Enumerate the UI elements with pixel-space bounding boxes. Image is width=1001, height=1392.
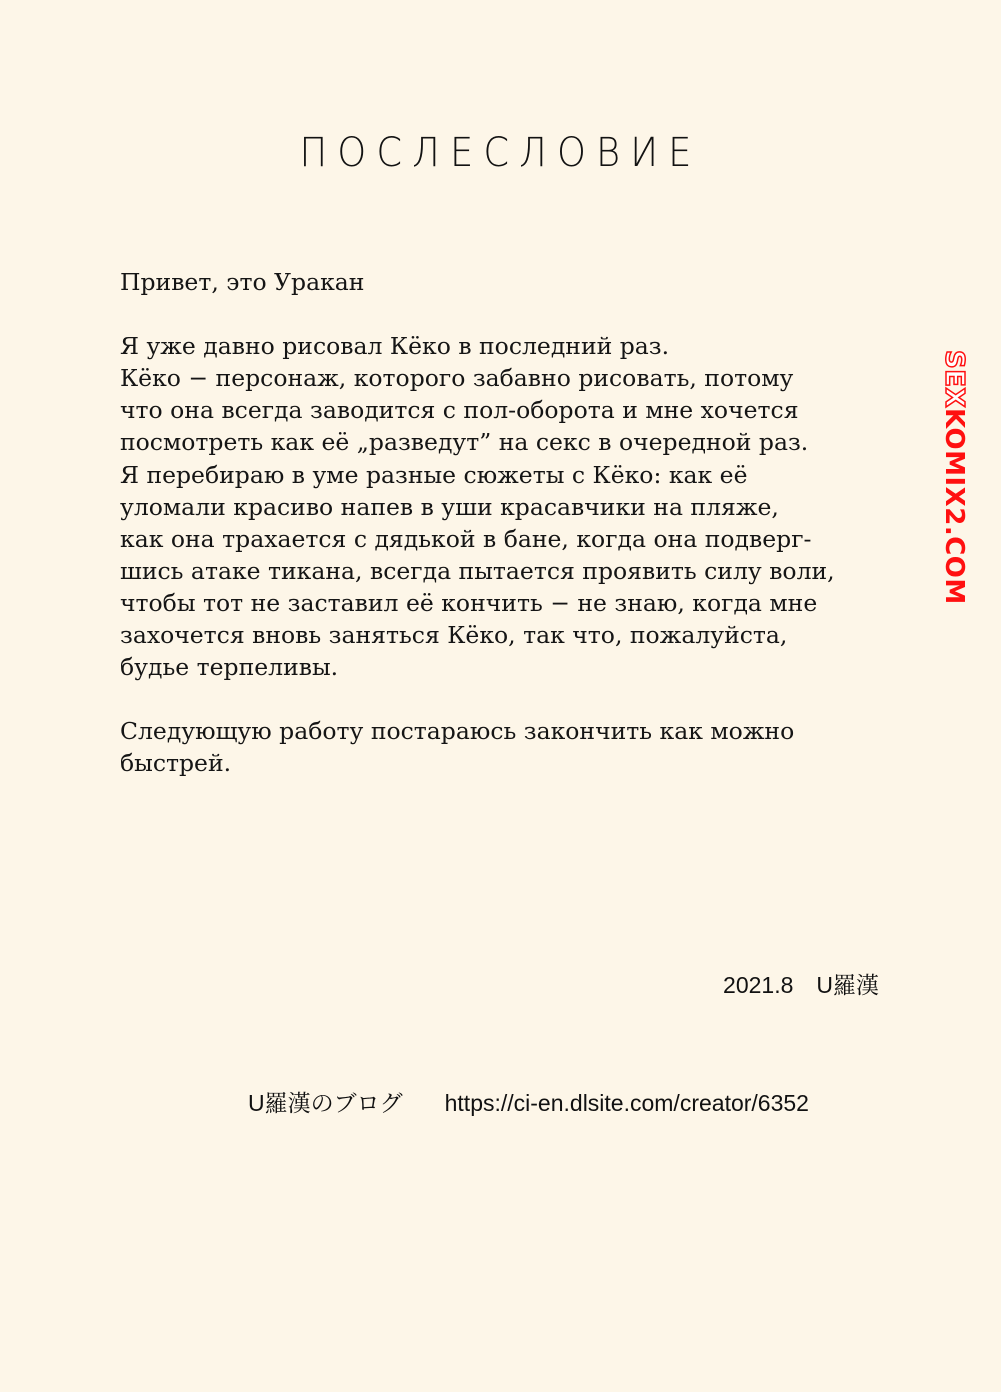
watermark-text xyxy=(939,350,969,605)
paragraph-line: чтобы тот не заставил её кончить − не знаю, когда мне xyxy=(120,588,818,617)
paragraph-gap xyxy=(120,298,910,330)
paragraph-line: что она всегда заводится с пол-оборота и мне хочется xyxy=(120,396,799,425)
paragraph-line: будье терпеливы. xyxy=(120,653,339,682)
date-signature: 2021.8 U羅漢 xyxy=(723,972,879,998)
closing-line: быстрей. xyxy=(120,749,232,778)
watermark-outlined-part: SEX xyxy=(939,350,969,409)
paragraph-gap xyxy=(120,683,910,715)
greeting-line: Привет, это Уракан xyxy=(120,268,365,296)
paragraph-line: захочется вновь заняться Кёко, так что, пожалуйста, xyxy=(120,621,788,650)
paragraph-line: посмотреть как её „разведут” на секс в очередной раз. xyxy=(120,428,809,457)
blog-label: U羅漢のブログ xyxy=(248,1090,403,1116)
paragraph-line: Я уже давно рисовал Кёко в последний раз. xyxy=(120,332,670,361)
paragraph-line: Кёко − персонаж, которого забавно рисовать, потому xyxy=(120,364,794,393)
page-title: ПОСЛЕСЛОВИЕ xyxy=(299,130,702,176)
paragraph-line: как она трахается с дядькой в бане, когда она подверг- xyxy=(120,524,812,553)
paragraph-line: шись атаке тикана, всегда пытается проявить силу воли, xyxy=(120,556,835,585)
paragraph-line: уломали красиво напев в уши красавчики на пляже, xyxy=(120,492,779,521)
blog-url-link[interactable]: https://ci-en.dlsite.com/creator/6352 xyxy=(444,1090,809,1116)
paragraph-line: Я перебираю в уме разные сюжеты с Кёко: как её xyxy=(120,460,748,489)
watermark-solid-part: KOMIX2.COM xyxy=(939,408,969,605)
afterword-body xyxy=(120,266,910,780)
closing-line: Следующую работу постараюсь закончить как можно xyxy=(120,717,795,746)
blog-line xyxy=(248,1088,809,1118)
site-watermark xyxy=(938,350,970,605)
